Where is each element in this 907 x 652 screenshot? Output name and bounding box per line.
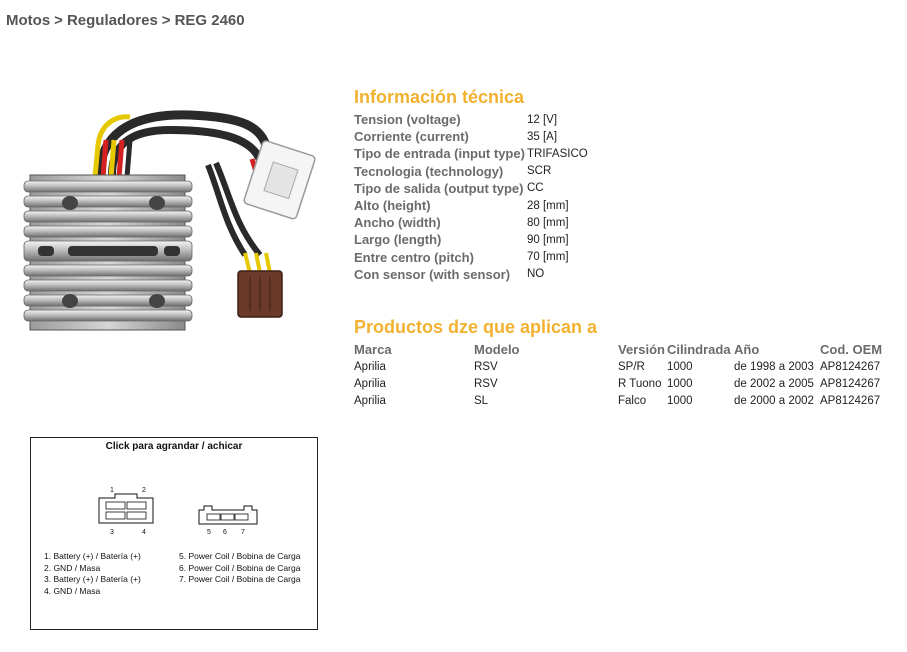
cell-marca: Aprilia (354, 378, 386, 391)
table-row (354, 358, 882, 375)
pin-label-6: 6 (223, 529, 227, 536)
pin-legend-right (179, 551, 300, 586)
spec-value: 90 [mm] (527, 233, 569, 246)
connector-b-icon (199, 506, 257, 524)
connector-diagram-icon (31, 438, 317, 548)
cell-marca: Aprilia (354, 360, 386, 373)
cell-version: SP/R (618, 360, 645, 373)
spec-row (354, 145, 588, 162)
spec-value: CC (527, 182, 544, 195)
header-ano: Año (734, 342, 760, 357)
tech-info-title: Información técnica (354, 87, 525, 107)
spec-value: TRIFASICO (527, 147, 588, 160)
spec-label: Tipo de salida (output type) (354, 180, 524, 196)
pin-legend-item: 1. Battery (+) / Batería (+) (44, 551, 141, 561)
header-version: Versión (618, 342, 665, 357)
products-header-row (354, 341, 882, 358)
spec-row (354, 197, 588, 214)
breadcrumb-separator: > (54, 12, 63, 29)
spec-value: 70 [mm] (527, 251, 569, 264)
pin-label-3: 3 (110, 529, 114, 536)
spec-label: Con sensor (with sensor) (354, 266, 511, 282)
spec-value: NO (527, 268, 545, 281)
cell-cilindrada: 1000 (667, 360, 693, 373)
products-title: Productos dze que aplican a (354, 317, 598, 337)
pin-legend-item: 5. Power Coil / Bobina de Carga (179, 551, 301, 561)
pin-legend-item: 3. Battery (+) / Batería (+) (44, 574, 141, 584)
spec-row (354, 231, 588, 248)
wiring-diagram[interactable] (30, 437, 318, 630)
cell-modelo: RSV (474, 360, 498, 373)
spec-label: Ancho (width) (354, 215, 441, 231)
spec-label: Largo (length) (354, 232, 442, 248)
products-table (354, 341, 882, 410)
voltage-regulator-image (20, 95, 325, 340)
spec-row (354, 111, 588, 128)
spec-value: 28 [mm] (527, 199, 569, 212)
spec-value: 35 [A] (527, 130, 558, 143)
pin-legend-item: 7. Power Coil / Bobina de Carga (179, 574, 301, 584)
tech-spec-table (354, 111, 588, 283)
cell-oem: AP8124267 (820, 360, 881, 373)
pin-legend-item: 2. GND / Masa (44, 562, 101, 573)
spec-row (354, 214, 588, 231)
pin-label-4: 4 (142, 529, 146, 536)
cell-cilindrada: 1000 (667, 395, 693, 408)
spec-row (354, 128, 588, 145)
cell-cilindrada: 1000 (667, 378, 693, 391)
cell-oem: AP8124267 (820, 378, 881, 391)
cell-oem: AP8124267 (820, 395, 881, 408)
cell-modelo: RSV (474, 378, 498, 391)
spec-row (354, 163, 588, 180)
spec-label: Corriente (current) (354, 129, 469, 145)
cell-modelo: SL (474, 395, 489, 408)
spec-label: Alto (height) (354, 198, 431, 214)
diagram-zoom-hint[interactable]: Click para agrandar / achicar (105, 441, 243, 452)
header-modelo: Modelo (474, 342, 520, 357)
pin-label-7: 7 (241, 529, 245, 536)
spec-value: 12 [V] (527, 113, 558, 126)
connector-a-icon (99, 494, 153, 523)
breadcrumb-reguladores[interactable]: Reguladores (66, 12, 158, 29)
spec-value: SCR (527, 165, 552, 178)
header-oem: Cod. OEM (820, 342, 883, 357)
cell-ano: de 2000 a 2002 (734, 395, 814, 408)
breadcrumb-separator: > (161, 12, 171, 29)
spec-row (354, 266, 588, 283)
pin-label-1: 1 (110, 487, 114, 494)
table-row (354, 375, 882, 392)
pin-legend-left (44, 551, 141, 597)
cell-version: Falco (618, 395, 647, 408)
breadcrumb (6, 12, 245, 29)
cell-marca: Aprilia (354, 395, 386, 408)
pin-legend-item: 6. Power Coil / Bobina de Carga (179, 562, 301, 573)
pin-label-5: 5 (207, 529, 211, 536)
pin-label-2: 2 (142, 487, 146, 494)
spec-value: 80 [mm] (527, 216, 569, 229)
cell-ano: de 2002 a 2005 (734, 378, 814, 391)
breadcrumb-current: REG 2460 (174, 12, 245, 29)
spec-row (354, 249, 588, 266)
cell-ano: de 1998 a 2003 (734, 360, 814, 373)
spec-label: Tension (voltage) (354, 112, 461, 128)
cell-version: R Tuono (618, 378, 662, 391)
header-cilindrada: Cilindrada (667, 342, 731, 357)
pin-legend-item: 4. GND / Masa (44, 585, 101, 596)
spec-label: Tipo de entrada (input type) (354, 146, 525, 162)
spec-label: Tecnologia (technology) (354, 163, 504, 179)
breadcrumb-motos[interactable]: Motos (6, 12, 51, 29)
table-row (354, 393, 882, 410)
spec-label: Entre centro (pitch) (354, 249, 474, 265)
header-marca: Marca (354, 342, 392, 357)
spec-row (354, 180, 588, 197)
